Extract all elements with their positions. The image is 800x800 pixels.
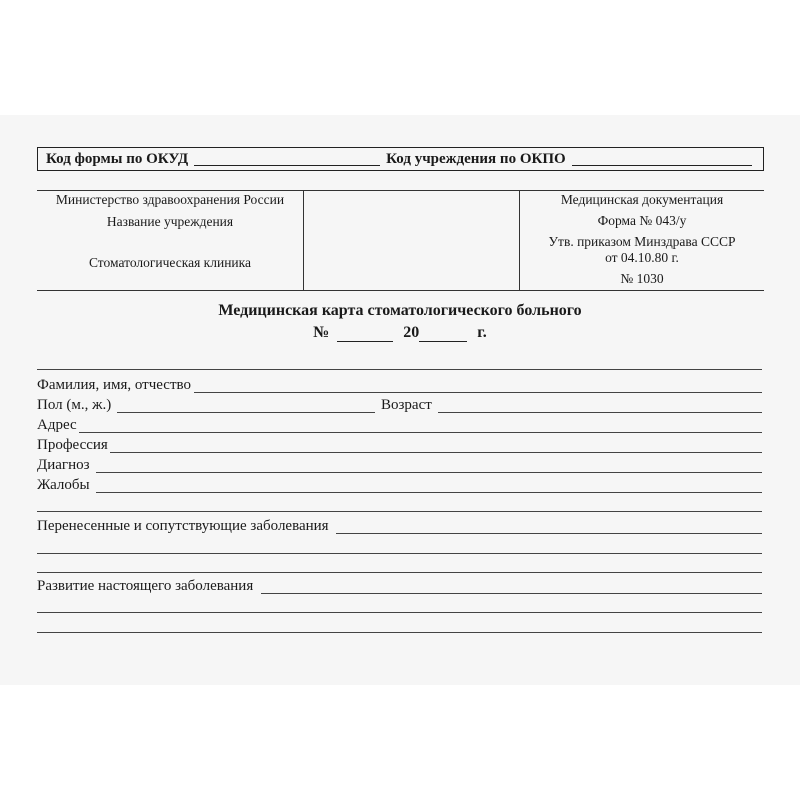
current-disease-extra-line-1[interactable] (37, 612, 762, 613)
order-number-text: № 1030 (620, 271, 664, 286)
approved-line-1: Утв. приказом Минздрава СССР (548, 234, 736, 249)
form-codes-box (37, 147, 764, 171)
age-label: Возраст (381, 397, 432, 413)
past-diseases-extra-line-1[interactable] (37, 553, 762, 554)
year-prefix: 20 (403, 324, 420, 341)
complaints-input-line[interactable] (96, 492, 762, 493)
okud-label: Код формы по ОКУД (46, 150, 189, 167)
past-diseases-label: Перенесенные и сопутствующие заболевания (37, 518, 329, 534)
institution-value: Стоматологическая клиника (88, 255, 252, 270)
diagnosis-input-line[interactable] (96, 472, 762, 473)
form-number-text: Форма № 043/у (597, 213, 687, 228)
complaints-label: Жалобы (37, 477, 90, 493)
institution-label: Название учреждения (106, 214, 234, 229)
sex-input-line[interactable] (117, 412, 375, 413)
approved-line-2: от 04.10.80 г. (605, 250, 679, 265)
address-label: Адрес (37, 417, 77, 433)
ministry-text: Министерство здравоохранения России (55, 192, 285, 207)
current-disease-input-line[interactable] (261, 593, 762, 594)
number-sign: № (313, 324, 330, 341)
current-disease-extra-line-2[interactable] (37, 632, 762, 633)
past-diseases-extra-line-2[interactable] (37, 572, 762, 573)
card-number-line (0, 324, 800, 342)
past-diseases-input-line[interactable] (336, 533, 762, 534)
okpo-input-line[interactable] (572, 152, 752, 166)
address-input-line[interactable] (79, 432, 762, 433)
header-table (37, 190, 764, 291)
card-number-input[interactable] (337, 328, 393, 342)
diagnosis-label: Диагноз (37, 457, 90, 473)
okud-input-line[interactable] (194, 152, 380, 166)
age-input-line[interactable] (438, 412, 762, 413)
profession-label: Профессия (37, 437, 108, 453)
okpo-label: Код учреждения по ОКПО (386, 150, 566, 167)
card-title: Медицинская карта стоматологического больного (218, 302, 582, 319)
header-middle-cell (304, 191, 520, 290)
full-name-label: Фамилия, имя, отчество (37, 377, 191, 393)
separator-rule (37, 369, 762, 370)
complaints-extra-line[interactable] (37, 511, 762, 512)
header-right-cell (520, 191, 764, 290)
doc-type-text: Медицинская документация (560, 192, 724, 207)
full-name-input-line[interactable] (194, 392, 762, 393)
sex-label: Пол (м., ж.) (37, 397, 112, 413)
header-left-cell (37, 191, 304, 290)
profession-input-line[interactable] (110, 452, 762, 453)
current-disease-label: Развитие настоящего заболевания (37, 578, 254, 594)
year-input[interactable] (419, 328, 467, 342)
year-suffix: г. (477, 324, 487, 341)
